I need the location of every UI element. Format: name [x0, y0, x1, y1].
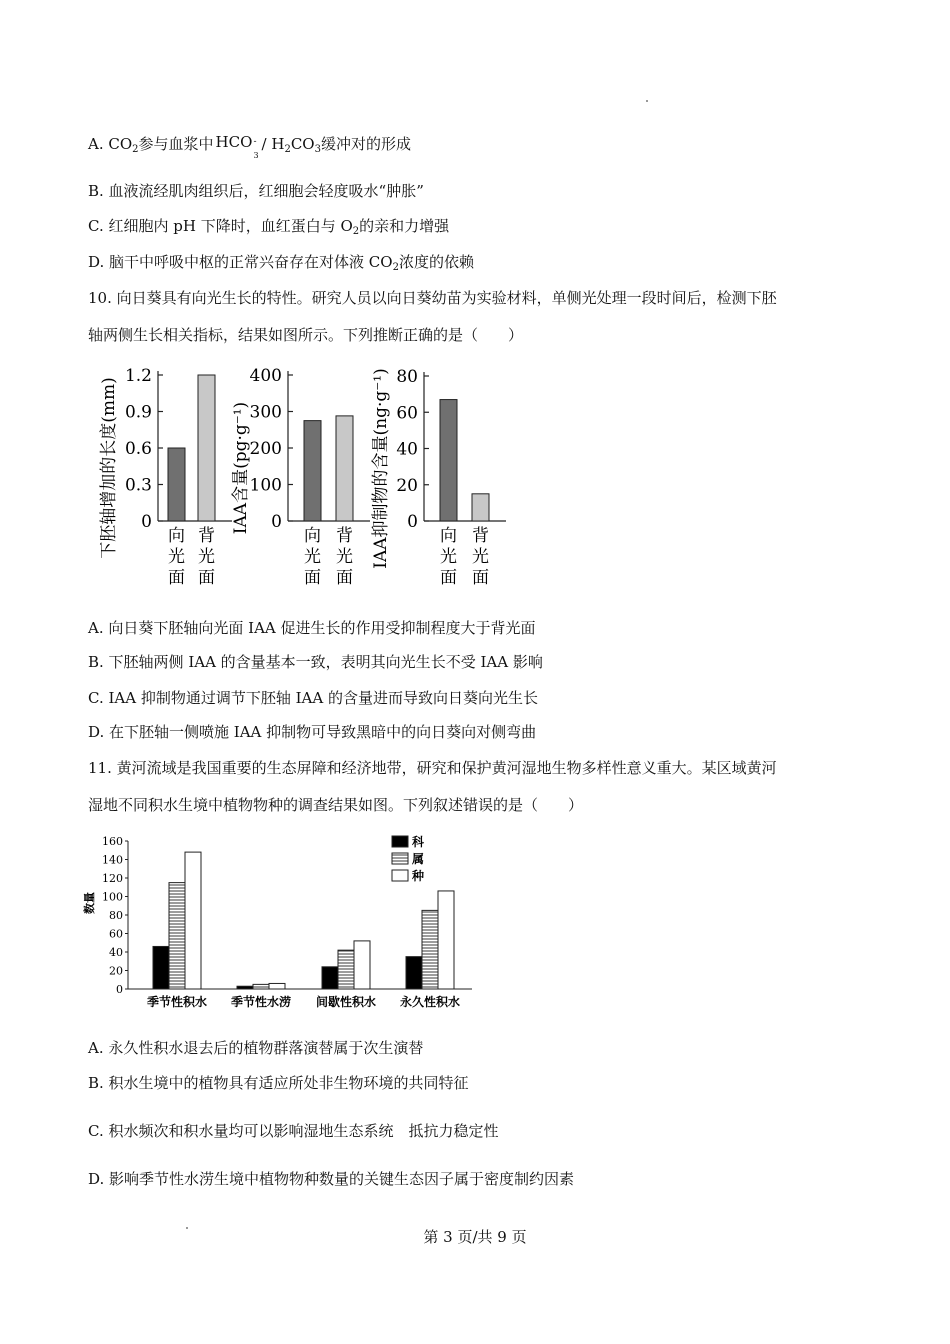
- category-label: 季节性积水: [146, 995, 208, 1009]
- y-tick-label: 160: [102, 835, 123, 848]
- category-label-char: 面: [304, 568, 321, 588]
- q9-c-pre: C. 红细胞内 pH 下降时，血红蛋白与 O: [88, 217, 353, 235]
- y-tick-label: 0.9: [124, 402, 152, 423]
- y-tick-label: 120: [102, 872, 123, 885]
- y-tick-label: 0.3: [124, 475, 152, 496]
- bar-属: [169, 883, 185, 989]
- q9-option-a: [88, 134, 411, 160]
- hco-sub: 3: [253, 151, 259, 160]
- category-label-char: 向: [440, 526, 457, 546]
- page-mark: [646, 100, 648, 102]
- hco-text: HCO: [215, 133, 253, 151]
- chart-iaa: [232, 355, 372, 590]
- category-label: 间歇性积水: [315, 995, 377, 1009]
- q11-option-d: D. 影响季节性水涝生境中植物物种数量的关键生态因子属于密度制约因素: [88, 1170, 575, 1188]
- y-tick-label: 0: [116, 983, 123, 996]
- legend-label: 科: [412, 835, 425, 849]
- bar-科: [153, 946, 169, 989]
- q9-d-sub: 2: [392, 262, 399, 273]
- category-label-char: 向: [304, 526, 321, 546]
- chart-species: [80, 830, 480, 1010]
- bar-背光面: [198, 375, 215, 521]
- q10-option-b: B. 下胚轴两侧 IAA 的含量基本一致，表明其向光生长不受 IAA 影响: [88, 653, 543, 671]
- y-tick-label: 400: [249, 366, 282, 386]
- category-label-char: 背: [472, 526, 489, 546]
- category-label-char: 光: [168, 547, 185, 567]
- bar-种: [354, 941, 370, 989]
- q9-a-sub2: 2: [284, 144, 291, 155]
- bar-种: [185, 852, 201, 989]
- bar-科: [322, 967, 338, 989]
- y-axis-label: 数量: [83, 892, 96, 914]
- y-tick-label: 20: [396, 475, 418, 496]
- q9-a-mid: 参与血浆中: [138, 135, 214, 153]
- legend-swatch: [392, 836, 408, 847]
- category-label-char: 背: [198, 526, 215, 546]
- q10-stem-line2: 轴两侧生长相关指标，结果如图所示。下列推断正确的是（ ）: [88, 326, 524, 344]
- y-axis-label: IAA抑制物的含量(ng·g⁻¹): [371, 368, 391, 569]
- legend-label: 种: [412, 869, 425, 883]
- q9-a-post3: 缓冲对的形成: [320, 135, 411, 153]
- y-tick-label: 80: [109, 909, 123, 922]
- q9-a-sub: 2: [132, 144, 139, 155]
- q9-d-pre: D. 脑干中呼吸中枢的正常兴奋存在对体液 CO: [88, 253, 393, 271]
- bar-向光面: [440, 400, 457, 521]
- category-label: 季节性水涝: [230, 995, 292, 1009]
- bar-科: [406, 957, 422, 989]
- y-tick-label: 60: [396, 403, 418, 424]
- chart-inhibitor: [372, 350, 512, 590]
- bar-种: [269, 983, 285, 989]
- page-footer: 第 3 页/共 9 页: [423, 1228, 527, 1246]
- bar-向光面: [304, 421, 321, 521]
- y-axis-label: 下胚轴增加的长度(mm): [99, 377, 119, 559]
- q10-option-d: D. 在下胚轴一侧喷施 IAA 抑制物可导致黑暗中的向日葵向对侧弯曲: [88, 723, 537, 741]
- y-tick-label: 0: [271, 512, 282, 532]
- category-label-char: 面: [198, 568, 215, 588]
- category-label-char: 光: [472, 547, 489, 567]
- q10-option-a: A. 向日葵下胚轴向光面 IAA 促进生长的作用受抑制程度大于背光面: [88, 619, 536, 637]
- y-tick-label: 1.2: [124, 366, 152, 386]
- category-label-char: 面: [472, 568, 489, 588]
- category-label-char: 面: [440, 568, 457, 588]
- bar-属: [338, 950, 354, 989]
- chart-length: [100, 355, 235, 590]
- y-tick-label: 100: [249, 475, 282, 496]
- q11-option-a: A. 永久性积水退去后的植物群落演替属于次生演替: [88, 1039, 424, 1057]
- q9-a-sub3: 3: [314, 144, 321, 155]
- category-label-char: 光: [198, 547, 215, 567]
- hco-charge: -: [253, 137, 257, 147]
- y-tick-label: 40: [109, 946, 123, 959]
- y-tick-label: 300: [249, 402, 282, 423]
- q11-option-b: B. 积水生境中的植物具有适应所处非生物环境的共同特征: [88, 1074, 469, 1092]
- y-tick-label: 0: [141, 512, 152, 532]
- category-label-char: 面: [336, 568, 353, 588]
- q9-option-d: [88, 252, 474, 278]
- q9-option-b: B. 血液流经肌肉组织后，红细胞会轻度吸水“肿胀”: [88, 182, 424, 200]
- category-label-char: 向: [168, 526, 185, 546]
- y-tick-label: 0: [407, 512, 418, 532]
- bar-背光面: [472, 494, 489, 521]
- y-tick-label: 140: [102, 853, 123, 867]
- q9-a-post1: / H: [261, 135, 285, 153]
- bar-向光面: [168, 448, 185, 521]
- bar-种: [438, 891, 454, 989]
- y-tick-label: 20: [109, 964, 123, 978]
- q9-d-post: 浓度的依赖: [398, 253, 474, 271]
- category-label: 永久性积水: [399, 995, 461, 1009]
- y-tick-label: 40: [396, 439, 418, 460]
- q9-c-post: 的亲和力增强: [359, 217, 450, 235]
- q10-stem-line1: 10. 向日葵具有向光生长的特性。研究人员以向日葵幼苗为实验材料，单侧光处理一段时间后，检测下胚: [88, 289, 777, 307]
- bar-属: [253, 984, 269, 989]
- y-axis-label: IAA含量(pg·g⁻¹): [231, 401, 251, 535]
- y-tick-label: 0.6: [124, 439, 152, 459]
- y-tick-label: 200: [249, 439, 282, 459]
- legend-swatch: [392, 870, 408, 881]
- q11-stem-line2: 湿地不同积水生境中植物物种的调查结果如图。下列叙述错误的是（ ）: [88, 796, 584, 814]
- legend-swatch: [392, 853, 408, 864]
- q11-option-c: C. 积水频次和积水量均可以影响湿地生态系统 抵抗力稳定性: [88, 1122, 499, 1140]
- category-label-char: 背: [336, 526, 353, 546]
- category-label-char: 光: [336, 547, 353, 567]
- bar-科: [237, 986, 253, 989]
- q9-option-c: [88, 216, 449, 242]
- category-label-char: 光: [440, 547, 457, 567]
- q9-a-pre: A. CO: [88, 135, 133, 153]
- category-label-char: 光: [304, 547, 321, 567]
- y-tick-label: 60: [109, 927, 123, 941]
- q10-option-c: C. IAA 抑制物通过调节下胚轴 IAA 的含量进而导致向日葵向光生长: [88, 689, 538, 707]
- category-label-char: 面: [168, 568, 185, 588]
- legend-label: 属: [412, 852, 425, 866]
- q9-a-post2: CO: [290, 135, 315, 153]
- y-tick-label: 100: [102, 890, 123, 904]
- q11-stem-line1: 11. 黄河流域是我国重要的生态屏障和经济地带，研究和保护黄河湿地生物多样性意义重大。某区域黄河: [88, 759, 777, 777]
- bar-背光面: [336, 416, 353, 521]
- q9-c-sub: 2: [352, 226, 360, 237]
- y-tick-label: 80: [396, 367, 418, 387]
- bar-属: [422, 910, 438, 989]
